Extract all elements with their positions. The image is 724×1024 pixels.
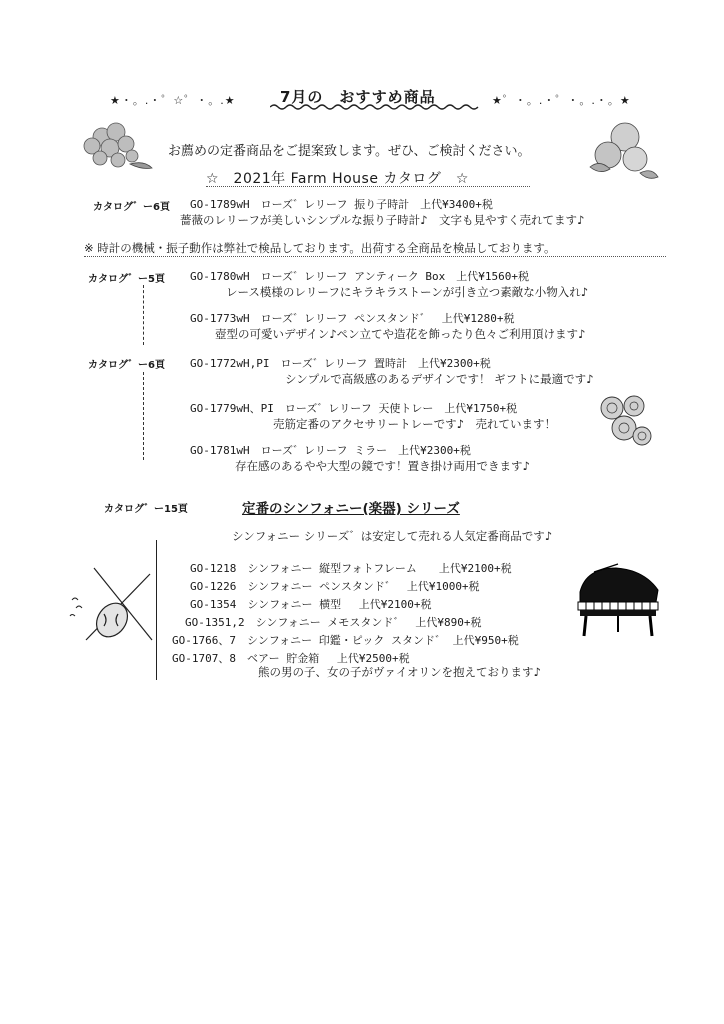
product-code: GO-1773wH ローズ゛レリーフ ペンスタンド゛ 上代¥1280+税 <box>190 312 515 325</box>
product-description: 熊の男の子、女の子がヴァイオリンを抱えております♪ <box>258 665 541 679</box>
product-description: シンプルで高級感のあるデザインです！ ギフトに最適です♪ <box>285 372 594 386</box>
hydrangea-icon <box>72 112 158 172</box>
product-description: 壺型の可愛いデザイン♪ペン立てや造花を飾ったり色々ご利用頂けます♪ <box>215 327 586 341</box>
notice-underline <box>84 256 666 257</box>
product-description: 存在感のあるやや大型の鏡です！置き掛け両用できます♪ <box>235 459 530 473</box>
header-stars-right: ★゜・。.・゜・。.・。★ <box>492 94 631 107</box>
series-subtitle: シンフォニー シリーズ゛は安定して売れる人気定番商品です♪ <box>232 529 553 543</box>
inspection-notice: ※ 時計の機械・振子動作は弊社で検品しております。出荷する全商品を検品しております。 <box>84 241 556 255</box>
title-squiggle-underline <box>270 103 480 111</box>
product-description: 薔薇のレリーフが美しいシンプルな振り子時計♪ 文字も見やすく売れてます♪ <box>180 213 585 227</box>
bracket-line <box>143 285 144 345</box>
series-title: 定番のシンフォニー(楽器) シリーズ <box>242 501 460 517</box>
catalog-page-label-6b: カタログ゛ー6頁 <box>88 360 165 371</box>
header-stars-left: ★・。.・゜☆゜・。.★ <box>110 94 236 107</box>
catalog-heading: ☆ 2021年 Farm House カタログ ☆ <box>206 171 469 187</box>
product-code: GO-1226 シンフォニー ペンスタンド゛ 上代¥1000+税 <box>190 580 480 593</box>
rose-icon <box>580 115 662 181</box>
catalog-page-label-6: カタログ゛ー6頁 <box>93 202 170 213</box>
heading-underline <box>206 186 530 187</box>
intro-text: お薦めの定番商品をご提案致します。ぜひ、ご検討ください。 <box>168 144 531 159</box>
product-code: GO-1781wH ローズ゛レリーフ ミラー 上代¥2300+税 <box>190 444 471 457</box>
bracket-line <box>143 372 144 460</box>
product-code: GO-1772wH,PI ローズ゛レリーフ 置時計 上代¥2300+税 <box>190 357 491 370</box>
catalog-page-label-5: カタログ゛ー5頁 <box>88 274 165 285</box>
product-code: GO-1218 シンフォニー 縦型フォトフレーム 上代¥2100+税 <box>190 562 512 575</box>
product-code: GO-1789wH ローズ゛レリーフ 振り子時計 上代¥3400+税 <box>190 198 493 211</box>
catalog-page-label-15: カタログ゛ー15頁 <box>104 504 188 515</box>
product-code: GO-1354 シンフォニー 横型 上代¥2100+税 <box>190 598 432 611</box>
violin-icon <box>66 564 158 648</box>
product-code: GO-1766、7 シンフォニー 印鑑・ピック スタンド゛ 上代¥950+税 <box>172 634 519 647</box>
product-code: GO-1780wH ローズ゛レリーフ アンティーク Box 上代¥1560+税 <box>190 270 530 283</box>
product-description: レース模様のレリーフにキラキラストーンが引き立つ素敵な小物入れ♪ <box>226 285 589 299</box>
product-code: GO-1707、8 ベアー 貯金箱 上代¥2500+税 <box>172 652 410 665</box>
product-description: 売筋定番のアクセサリートレーです♪ 売れています！ <box>273 417 556 431</box>
page-title: 7月の おすすめ商品 <box>280 88 436 106</box>
product-code: GO-1351,2 シンフォニー メモスタンド゛ 上代¥890+税 <box>185 616 482 629</box>
roses-cluster-icon <box>596 392 652 450</box>
product-code: GO-1779wH、PI ローズ゛レリーフ 天使トレー 上代¥1750+税 <box>190 402 518 415</box>
grand-piano-icon <box>566 562 666 642</box>
